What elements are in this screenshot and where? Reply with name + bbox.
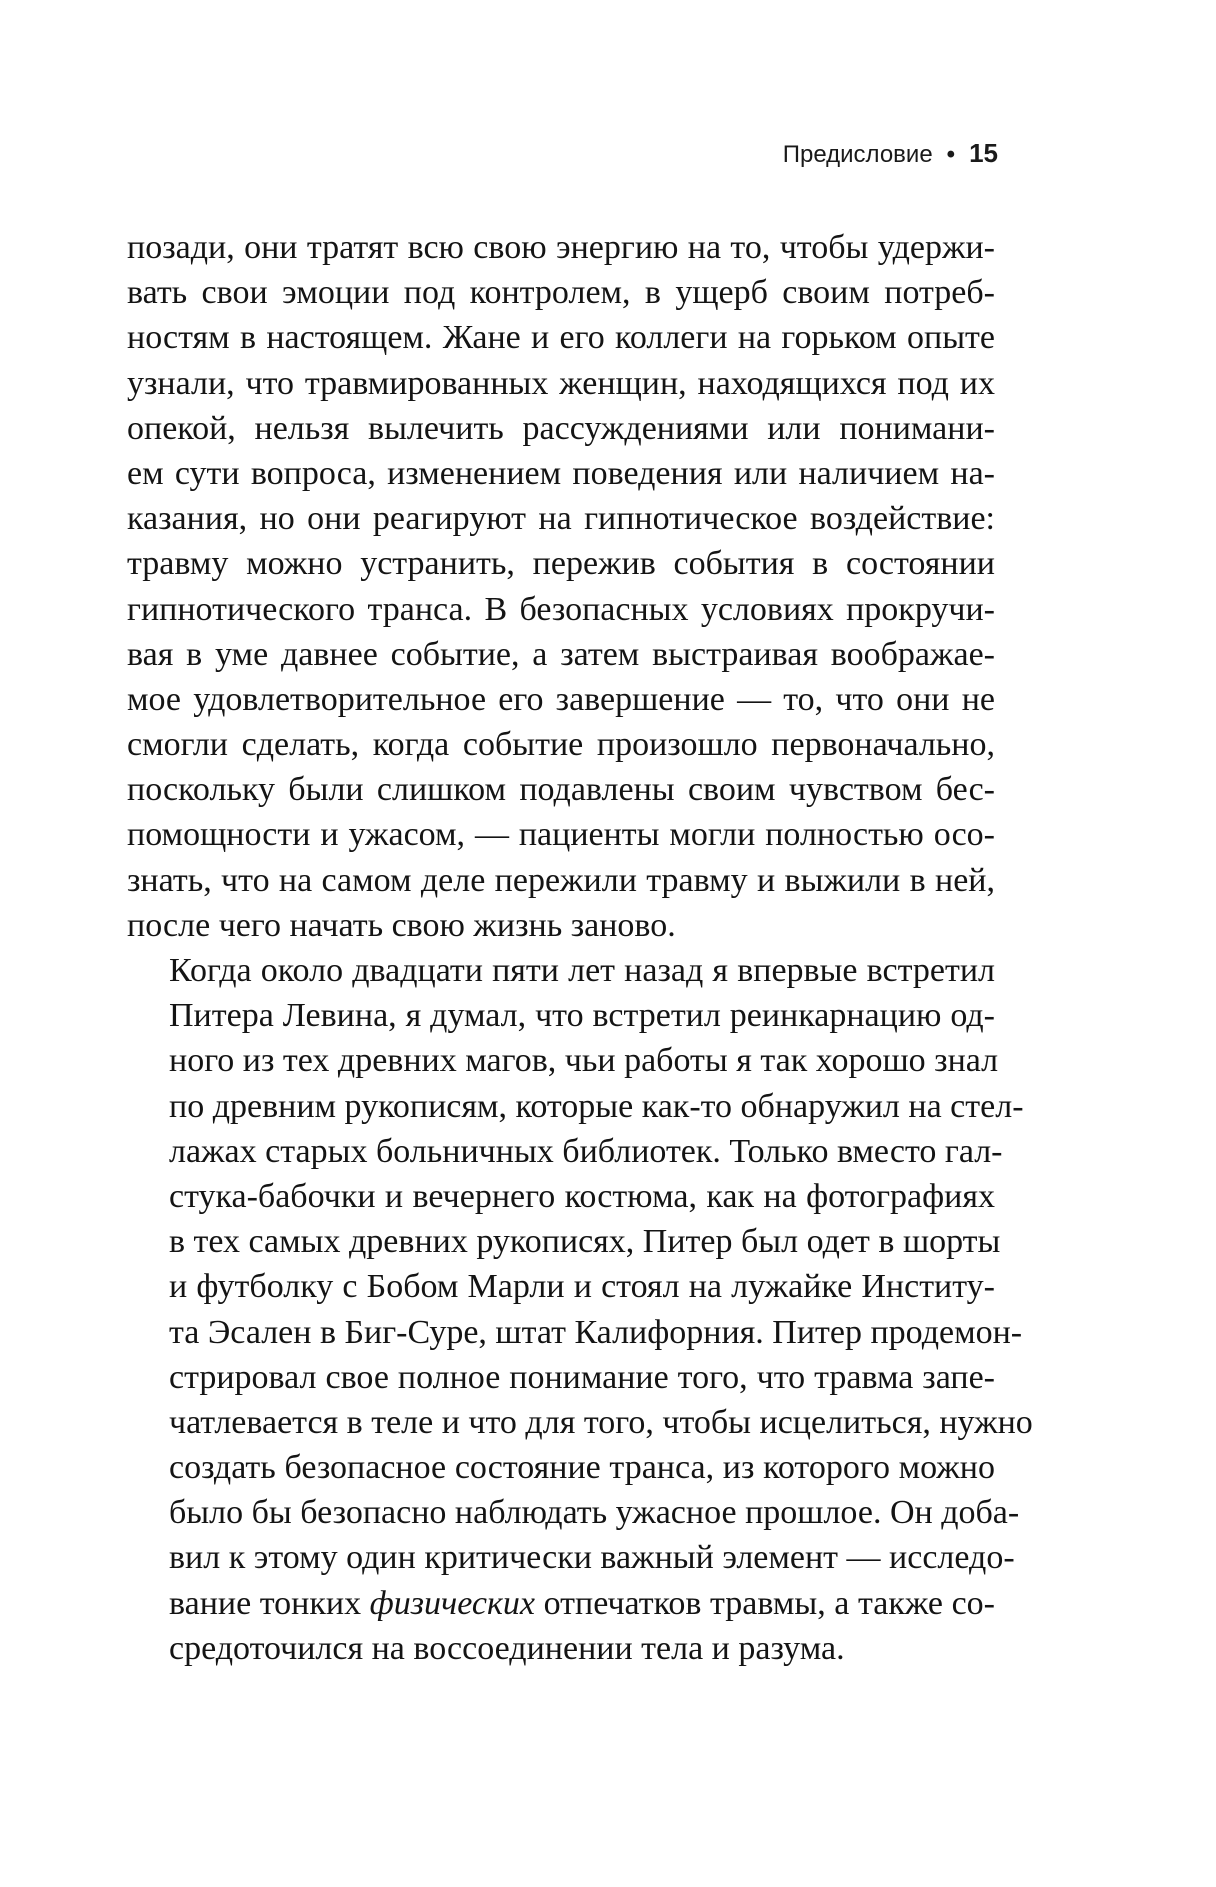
text-line: вать свои эмоции под контролем, в ущерб своим потреб- <box>127 274 995 312</box>
text-segment: вание тонких <box>169 1584 370 1622</box>
text-line-with-italic <box>127 1581 995 1626</box>
page-number: 15 <box>969 138 998 168</box>
text-line: стука-бабочки и вечернего костюма, как на фотографиях <box>169 1177 995 1215</box>
text-line: в тех самых древних рукописях, Питер был одет в шорты <box>169 1223 1001 1261</box>
text-line: позади, они тратят всю свою энергию на то, чтобы удержи- <box>127 229 995 266</box>
text-line: та Эсален в Биг-Суре, штат Калифорния. Питер продемон- <box>169 1313 1023 1351</box>
text-segment: отпечатков травмы, а также со- <box>535 1584 995 1622</box>
text-line: вил к этому один критически важный элемент — исследо- <box>169 1539 1015 1577</box>
text-line: и футболку с Бобом Марли и стоял на лужайке Институ- <box>169 1268 995 1306</box>
paragraph-1 <box>127 225 995 948</box>
section-title: Предисловие <box>782 141 933 168</box>
text-line: стрировал свое полное понимание того, что травма запе- <box>169 1358 995 1396</box>
text-line: узнали, что травмированных женщин, находящихся под их <box>127 364 995 402</box>
text-line: лажах старых больничных библиотек. Только вместо гал- <box>169 1132 1003 1170</box>
text-line: знать, что на самом деле пережили травму и выжили в ней, <box>127 861 995 899</box>
text-line: после чего начать свою жизнь заново. <box>127 906 676 944</box>
text-line: по древним рукописям, которые как-то обнаружил на стел- <box>169 1087 1024 1125</box>
text-line: смогли сделать, когда событие произошло первоначально, <box>127 726 995 764</box>
text-line: травму можно устранить, пережив события в состоянии <box>127 545 995 583</box>
text-line: опекой, нельзя вылечить рассуждениями или понимани- <box>127 409 995 447</box>
running-header <box>783 138 998 169</box>
text-line: средоточился на воссоединении тела и разума. <box>169 1629 845 1667</box>
text-line: гипнотического транса. В безопасных условиях прокручи- <box>127 590 995 628</box>
text-line: мое удовлетворительное его завершение — то, что они не <box>127 680 995 718</box>
text-line: Питера Левина, я думал, что встретил реинкарнацию од- <box>169 997 995 1035</box>
text-line: помощности и ужасом, — пациенты могли полностью осо- <box>127 816 995 854</box>
text-line: было бы безопасно наблюдать ужасное прошлое. Он доба- <box>169 1494 1020 1532</box>
header-separator: • <box>946 141 956 168</box>
text-line: вая в уме давнее событие, а затем выстраивая воображае- <box>127 635 995 673</box>
italic-term: физических <box>369 1584 536 1622</box>
paragraph-2 <box>127 948 1033 1671</box>
text-line: чатлевается в теле и что для того, чтобы исцелиться, нужно <box>169 1403 1033 1441</box>
text-line: ного из тех древних магов, чьи работы я так хорошо знал <box>169 1042 999 1080</box>
text-line: ем сути вопроса, изменением поведения или наличием на- <box>127 454 995 492</box>
text-line: ностям в настоящем. Жане и его коллеги на горьком опыте <box>127 319 995 357</box>
text-line: Когда около двадцати пяти лет назад я впервые встретил <box>169 952 995 989</box>
text-line: казания, но они реагируют на гипнотическое воздействие: <box>127 500 995 538</box>
text-line: создать безопасное состояние транса, из которого можно <box>169 1449 995 1487</box>
text-line: поскольку были слишком подавлены своим чувством бес- <box>127 771 995 809</box>
body-text <box>127 225 1033 1671</box>
